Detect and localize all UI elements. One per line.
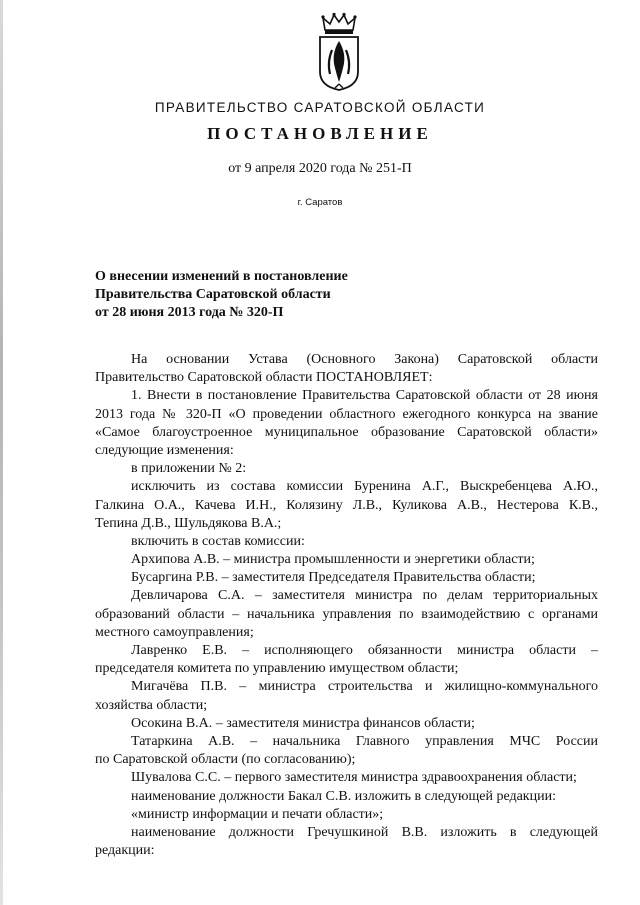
body-line: Правительство Саратовской области ПОСТАНОВЛЯЕТ:: [95, 370, 433, 386]
body-line: 1. Внести в постановление Правительства Саратовской области от 28 июня: [131, 388, 598, 404]
body-line: 2013 года № 320-П «О проведении областного ежегодного конкурса на звание: [95, 406, 598, 422]
body-line: Девличарова С.А. – заместителя министра по делам территориальных: [131, 588, 598, 604]
body-line: в приложении № 2:: [131, 461, 247, 477]
document-body: [95, 351, 598, 860]
city: г. Саратов: [297, 197, 343, 208]
body-line: Тепина Д.В., Шульдякова В.А.;: [95, 515, 282, 531]
body-line: председателя комитета по управлению имуществом области;: [95, 661, 459, 677]
body-line: Татаркина А.В. – начальника Главного управления МЧС России: [131, 733, 598, 749]
body-line: Осокина В.А. – заместителя министра финансов области;: [131, 715, 475, 731]
body-line: На основании Устава (Основного Закона) Саратовской области: [131, 352, 598, 367]
date-and-number: от 9 апреля 2020 года № 251-П: [228, 161, 412, 176]
body-line: Галкина О.А., Качева И.Н., Колязину Л.В., Куликова А.В., Нестерова К.В.,: [95, 497, 598, 513]
document-type-title: ПОСТАНОВЛЕНИЕ: [207, 124, 433, 143]
body-line: Бусаргина Р.В. – заместителя Председателя Правительства области;: [131, 570, 536, 586]
subject-line: О внесении изменений в постановление: [95, 269, 348, 284]
body-line: исключить из состава комиссии Буренина А.Г., Выскребенцева А.Ю.,: [131, 479, 598, 495]
body-line: местного самоуправления;: [95, 624, 254, 640]
body-line: хозяйства области;: [95, 697, 208, 713]
body-line: редакции:: [95, 843, 155, 859]
body-line: Мигачёва П.В. – министра строительства и жилищно-коммунального: [131, 679, 598, 695]
subject-line: от 28 июня 2013 года № 320-П: [95, 305, 284, 320]
body-line: наименование должности Гречушкиной В.В. изложить в следующей: [131, 824, 598, 840]
body-line: «министр информации и печати области»;: [131, 806, 384, 822]
body-line: «Самое благоустроенное муниципальное образование Саратовской области»: [95, 424, 598, 440]
subject-line: Правительства Саратовской области: [95, 287, 331, 302]
coat-of-arms-emblem: [316, 12, 362, 92]
body-line: Лавренко Е.В. – исполняющего обязанности министра области –: [131, 643, 598, 658]
body-line: наименование должности Бакал С.В. изложить в следующей редакции:: [131, 788, 556, 804]
body-line: включить в состав комиссии:: [131, 533, 305, 549]
body-line: следующие изменения:: [95, 442, 234, 458]
document-subject: [95, 268, 348, 322]
body-line: по Саратовской области (по согласованию);: [95, 752, 356, 768]
body-line: Шувалова С.С. – первого заместителя министра здравоохранения области;: [131, 770, 577, 786]
body-line: Архипова А.В. – министра промышленности и энергетики области;: [131, 552, 535, 568]
body-line: образований области – начальника управления по взаимодействию с органами: [95, 606, 598, 622]
government-name: ПРАВИТЕЛЬСТВО САРАТОВСКОЙ ОБЛАСТИ: [154, 100, 486, 115]
